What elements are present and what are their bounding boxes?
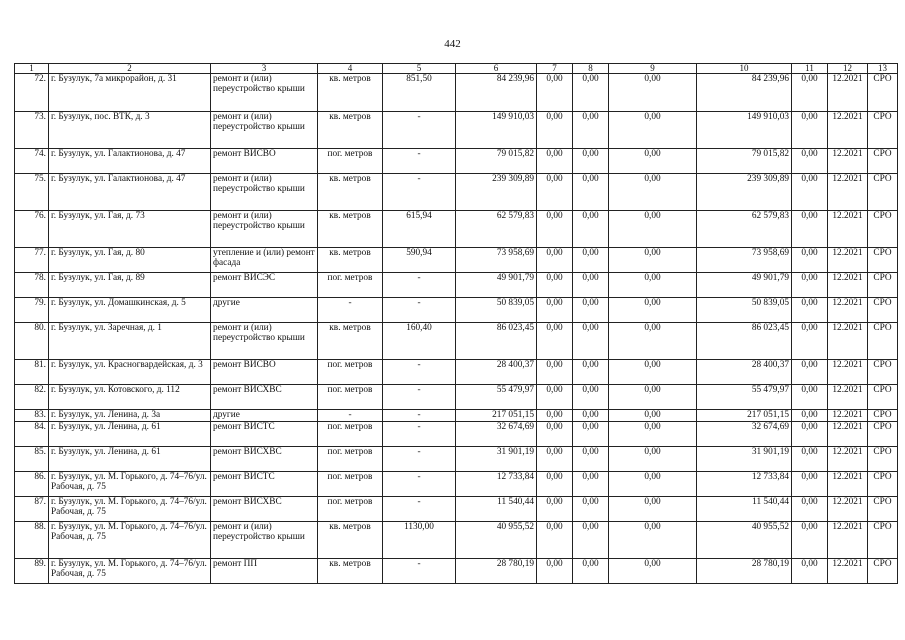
total-cost-cell: 79 015,82 <box>456 149 537 174</box>
regional-budget-cell: 0,00 <box>573 360 609 385</box>
table-row <box>15 211 898 248</box>
unit-cell: - <box>318 410 383 422</box>
owners-funds-cell: 28 400,37 <box>697 360 792 385</box>
total-cost-cell: 86 023,45 <box>456 323 537 360</box>
quantity-cell: - <box>383 559 456 584</box>
method-cell: СРО <box>868 74 898 112</box>
owners-funds-cell: 55 479,97 <box>697 385 792 410</box>
local-budget-cell: 0,00 <box>609 149 697 174</box>
column-header-4: 4 <box>318 64 383 74</box>
table-row <box>15 74 898 112</box>
local-budget-cell: 0,00 <box>609 74 697 112</box>
method-cell: СРО <box>868 472 898 497</box>
fund-cell: 0,00 <box>537 360 573 385</box>
completion-date-cell: 12.2021 <box>828 559 868 584</box>
address-cell: г. Бузулук, ул. М. Горького, д. 74–76/ул. Рабочая, д. 75 <box>49 472 211 497</box>
local-budget-cell: 0,00 <box>609 112 697 149</box>
column-header-9: 9 <box>609 64 697 74</box>
address-cell: г. Бузулук, ул. Гая, д. 73 <box>49 211 211 248</box>
method-cell: СРО <box>868 410 898 422</box>
owners-funds-cell: 84 239,96 <box>697 74 792 112</box>
address-cell: г. Бузулук, ул. М. Горького, д. 74–76/ул. Рабочая, д. 75 <box>49 497 211 522</box>
regional-budget-cell: 0,00 <box>573 522 609 559</box>
method-cell: СРО <box>868 112 898 149</box>
unit-cell: кв. метров <box>318 522 383 559</box>
local-budget-cell: 0,00 <box>609 497 697 522</box>
row-number: 84. <box>15 422 49 447</box>
address-cell: г. Бузулук, ул. Гая, д. 80 <box>49 248 211 273</box>
column-header-6: 6 <box>456 64 537 74</box>
table-row <box>15 447 898 472</box>
work-type-cell: ремонт ВИСХВС <box>211 385 318 410</box>
row-number: 72. <box>15 74 49 112</box>
work-type-cell: другие <box>211 410 318 422</box>
fund-cell: 0,00 <box>537 323 573 360</box>
owners-funds-cell: 32 674,69 <box>697 422 792 447</box>
work-type-cell: ремонт и (или) переустройство крыши <box>211 112 318 149</box>
regional-budget-cell: 0,00 <box>573 385 609 410</box>
column-header-3: 3 <box>211 64 318 74</box>
completion-date-cell: 12.2021 <box>828 472 868 497</box>
completion-date-cell: 12.2021 <box>828 385 868 410</box>
work-type-cell: ремонт ВИСЭС <box>211 273 318 298</box>
work-type-cell: ремонт и (или) переустройство крыши <box>211 522 318 559</box>
fund-cell: 0,00 <box>537 472 573 497</box>
completion-date-cell: 12.2021 <box>828 174 868 211</box>
method-cell: СРО <box>868 422 898 447</box>
owners-funds-cell: 217 051,15 <box>697 410 792 422</box>
fund-cell: 0,00 <box>537 559 573 584</box>
fund-cell: 0,00 <box>537 385 573 410</box>
quantity-cell: - <box>383 472 456 497</box>
work-type-cell: ремонт ВИСТС <box>211 472 318 497</box>
method-cell: СРО <box>868 360 898 385</box>
table-row <box>15 522 898 559</box>
local-budget-cell: 0,00 <box>609 248 697 273</box>
method-cell: СРО <box>868 497 898 522</box>
total-cost-cell: 239 309,89 <box>456 174 537 211</box>
method-cell: СРО <box>868 522 898 559</box>
completion-date-cell: 12.2021 <box>828 74 868 112</box>
row-number: 85. <box>15 447 49 472</box>
fund-cell: 0,00 <box>537 298 573 323</box>
total-cost-cell: 149 910,03 <box>456 112 537 149</box>
regional-budget-cell: 0,00 <box>573 472 609 497</box>
regional-budget-cell: 0,00 <box>573 248 609 273</box>
specific-cost-cell: 0,00 <box>792 74 828 112</box>
completion-date-cell: 12.2021 <box>828 410 868 422</box>
local-budget-cell: 0,00 <box>609 360 697 385</box>
quantity-cell: 615,94 <box>383 211 456 248</box>
regional-budget-cell: 0,00 <box>573 174 609 211</box>
method-cell: СРО <box>868 174 898 211</box>
specific-cost-cell: 0,00 <box>792 497 828 522</box>
method-cell: СРО <box>868 559 898 584</box>
local-budget-cell: 0,00 <box>609 323 697 360</box>
specific-cost-cell: 0,00 <box>792 559 828 584</box>
regional-budget-cell: 0,00 <box>573 149 609 174</box>
completion-date-cell: 12.2021 <box>828 360 868 385</box>
completion-date-cell: 12.2021 <box>828 211 868 248</box>
column-header-13: 13 <box>868 64 898 74</box>
method-cell: СРО <box>868 273 898 298</box>
completion-date-cell: 12.2021 <box>828 422 868 447</box>
regional-budget-cell: 0,00 <box>573 273 609 298</box>
total-cost-cell: 31 901,19 <box>456 447 537 472</box>
quantity-cell: 590,94 <box>383 248 456 273</box>
specific-cost-cell: 0,00 <box>792 422 828 447</box>
regional-budget-cell: 0,00 <box>573 211 609 248</box>
local-budget-cell: 0,00 <box>609 211 697 248</box>
quantity-cell: - <box>383 298 456 323</box>
fund-cell: 0,00 <box>537 497 573 522</box>
owners-funds-cell: 79 015,82 <box>697 149 792 174</box>
completion-date-cell: 12.2021 <box>828 497 868 522</box>
total-cost-cell: 49 901,79 <box>456 273 537 298</box>
owners-funds-cell: 49 901,79 <box>697 273 792 298</box>
method-cell: СРО <box>868 298 898 323</box>
owners-funds-cell: 50 839,05 <box>697 298 792 323</box>
row-number: 83. <box>15 410 49 422</box>
address-cell: г. Бузулук, ул. Гая, д. 89 <box>49 273 211 298</box>
owners-funds-cell: 149 910,03 <box>697 112 792 149</box>
table-row <box>15 410 898 422</box>
column-header-2: 2 <box>49 64 211 74</box>
completion-date-cell: 12.2021 <box>828 273 868 298</box>
specific-cost-cell: 0,00 <box>792 112 828 149</box>
work-type-cell: ремонт и (или) переустройство крыши <box>211 211 318 248</box>
regional-budget-cell: 0,00 <box>573 422 609 447</box>
unit-cell: пог. метров <box>318 149 383 174</box>
table-row <box>15 385 898 410</box>
total-cost-cell: 217 051,15 <box>456 410 537 422</box>
quantity-cell: - <box>383 497 456 522</box>
owners-funds-cell: 12 733,84 <box>697 472 792 497</box>
unit-cell: пог. метров <box>318 360 383 385</box>
fund-cell: 0,00 <box>537 74 573 112</box>
quantity-cell: - <box>383 273 456 298</box>
specific-cost-cell: 0,00 <box>792 323 828 360</box>
table-row <box>15 149 898 174</box>
completion-date-cell: 12.2021 <box>828 522 868 559</box>
unit-cell: кв. метров <box>318 248 383 273</box>
total-cost-cell: 28 780,19 <box>456 559 537 584</box>
method-cell: СРО <box>868 385 898 410</box>
specific-cost-cell: 0,00 <box>792 522 828 559</box>
fund-cell: 0,00 <box>537 248 573 273</box>
table-row <box>15 422 898 447</box>
regional-budget-cell: 0,00 <box>573 323 609 360</box>
column-header-8: 8 <box>573 64 609 74</box>
quantity-cell: - <box>383 360 456 385</box>
method-cell: СРО <box>868 248 898 273</box>
table-header <box>15 64 898 74</box>
table-row <box>15 174 898 211</box>
unit-cell: пог. метров <box>318 273 383 298</box>
specific-cost-cell: 0,00 <box>792 298 828 323</box>
address-cell: г. Бузулук, ул. Котовского, д. 112 <box>49 385 211 410</box>
table-row <box>15 323 898 360</box>
quantity-cell: - <box>383 447 456 472</box>
total-cost-cell: 84 239,96 <box>456 74 537 112</box>
regional-budget-cell: 0,00 <box>573 112 609 149</box>
owners-funds-cell: 40 955,52 <box>697 522 792 559</box>
address-cell: г. Бузулук, ул. Ленина, д. 61 <box>49 447 211 472</box>
completion-date-cell: 12.2021 <box>828 298 868 323</box>
total-cost-cell: 62 579,83 <box>456 211 537 248</box>
owners-funds-cell: 31 901,19 <box>697 447 792 472</box>
specific-cost-cell: 0,00 <box>792 273 828 298</box>
total-cost-cell: 40 955,52 <box>456 522 537 559</box>
column-header-5: 5 <box>383 64 456 74</box>
quantity-cell: - <box>383 385 456 410</box>
unit-cell: кв. метров <box>318 323 383 360</box>
fund-cell: 0,00 <box>537 211 573 248</box>
local-budget-cell: 0,00 <box>609 522 697 559</box>
total-cost-cell: 11 540,44 <box>456 497 537 522</box>
work-type-cell: ремонт ВИСХВС <box>211 497 318 522</box>
row-number: 78. <box>15 273 49 298</box>
owners-funds-cell: 28 780,19 <box>697 559 792 584</box>
owners-funds-cell: 62 579,83 <box>697 211 792 248</box>
row-number: 79. <box>15 298 49 323</box>
specific-cost-cell: 0,00 <box>792 410 828 422</box>
regional-budget-cell: 0,00 <box>573 559 609 584</box>
column-header-11: 11 <box>792 64 828 74</box>
method-cell: СРО <box>868 149 898 174</box>
owners-funds-cell: 86 023,45 <box>697 323 792 360</box>
local-budget-cell: 0,00 <box>609 447 697 472</box>
specific-cost-cell: 0,00 <box>792 472 828 497</box>
quantity-cell: - <box>383 410 456 422</box>
address-cell: г. Бузулук, ул. Галактионова, д. 47 <box>49 149 211 174</box>
row-number: 77. <box>15 248 49 273</box>
table-body <box>15 74 898 584</box>
address-cell: г. Бузулук, ул. Красногвардейская, д. 3 <box>49 360 211 385</box>
page-number: 442 <box>444 38 461 50</box>
total-cost-cell: 55 479,97 <box>456 385 537 410</box>
completion-date-cell: 12.2021 <box>828 149 868 174</box>
row-number: 74. <box>15 149 49 174</box>
local-budget-cell: 0,00 <box>609 174 697 211</box>
fund-cell: 0,00 <box>537 522 573 559</box>
row-number: 81. <box>15 360 49 385</box>
total-cost-cell: 28 400,37 <box>456 360 537 385</box>
unit-cell: кв. метров <box>318 174 383 211</box>
quantity-cell: 851,50 <box>383 74 456 112</box>
work-type-cell: ремонт ВИСХВС <box>211 447 318 472</box>
local-budget-cell: 0,00 <box>609 472 697 497</box>
table-row <box>15 472 898 497</box>
specific-cost-cell: 0,00 <box>792 385 828 410</box>
method-cell: СРО <box>868 211 898 248</box>
regional-budget-cell: 0,00 <box>573 298 609 323</box>
row-number: 73. <box>15 112 49 149</box>
column-header-1: 1 <box>15 64 49 74</box>
completion-date-cell: 12.2021 <box>828 112 868 149</box>
table-row <box>15 497 898 522</box>
completion-date-cell: 12.2021 <box>828 447 868 472</box>
specific-cost-cell: 0,00 <box>792 174 828 211</box>
address-cell: г. Бузулук, ул. М. Горького, д. 74–76/ул. Рабочая, д. 75 <box>49 522 211 559</box>
work-type-cell: ремонт и (или) переустройство крыши <box>211 74 318 112</box>
owners-funds-cell: 73 958,69 <box>697 248 792 273</box>
total-cost-cell: 73 958,69 <box>456 248 537 273</box>
local-budget-cell: 0,00 <box>609 559 697 584</box>
fund-cell: 0,00 <box>537 410 573 422</box>
quantity-cell: 1130,00 <box>383 522 456 559</box>
unit-cell: пог. метров <box>318 422 383 447</box>
method-cell: СРО <box>868 323 898 360</box>
local-budget-cell: 0,00 <box>609 422 697 447</box>
row-number: 75. <box>15 174 49 211</box>
quantity-cell: - <box>383 149 456 174</box>
fund-cell: 0,00 <box>537 112 573 149</box>
specific-cost-cell: 0,00 <box>792 447 828 472</box>
quantity-cell: 160,40 <box>383 323 456 360</box>
address-cell: г. Бузулук, ул. Домашкинская, д. 5 <box>49 298 211 323</box>
local-budget-cell: 0,00 <box>609 385 697 410</box>
regional-budget-cell: 0,00 <box>573 497 609 522</box>
address-cell: г. Бузулук, ул. Заречная, д. 1 <box>49 323 211 360</box>
regional-budget-cell: 0,00 <box>573 74 609 112</box>
unit-cell: кв. метров <box>318 74 383 112</box>
work-type-cell: ремонт и (или) переустройство крыши <box>211 174 318 211</box>
row-number: 88. <box>15 522 49 559</box>
completion-date-cell: 12.2021 <box>828 248 868 273</box>
total-cost-cell: 12 733,84 <box>456 472 537 497</box>
local-budget-cell: 0,00 <box>609 273 697 298</box>
row-number: 80. <box>15 323 49 360</box>
row-number: 89. <box>15 559 49 584</box>
table-row <box>15 112 898 149</box>
owners-funds-cell: 239 309,89 <box>697 174 792 211</box>
unit-cell: - <box>318 298 383 323</box>
fund-cell: 0,00 <box>537 447 573 472</box>
work-type-cell: ремонт ПП <box>211 559 318 584</box>
quantity-cell: - <box>383 112 456 149</box>
table-row <box>15 360 898 385</box>
specific-cost-cell: 0,00 <box>792 149 828 174</box>
table-row <box>15 559 898 584</box>
fund-cell: 0,00 <box>537 174 573 211</box>
address-cell: г. Бузулук, пос. ВТК, д. 3 <box>49 112 211 149</box>
row-number: 86. <box>15 472 49 497</box>
column-header-10: 10 <box>697 64 792 74</box>
work-type-cell: ремонт ВИСВО <box>211 360 318 385</box>
work-type-cell: утепление и (или) ремонт фасада <box>211 248 318 273</box>
total-cost-cell: 32 674,69 <box>456 422 537 447</box>
unit-cell: пог. метров <box>318 497 383 522</box>
fund-cell: 0,00 <box>537 273 573 298</box>
work-type-cell: ремонт ВИСВО <box>211 149 318 174</box>
address-cell: г. Бузулук, ул. Ленина, д. 3а <box>49 410 211 422</box>
unit-cell: пог. метров <box>318 472 383 497</box>
address-cell: г. Бузулук, ул. Ленина, д. 61 <box>49 422 211 447</box>
total-cost-cell: 50 839,05 <box>456 298 537 323</box>
column-header-12: 12 <box>828 64 868 74</box>
column-header-7: 7 <box>537 64 573 74</box>
unit-cell: кв. метров <box>318 211 383 248</box>
specific-cost-cell: 0,00 <box>792 248 828 273</box>
unit-cell: кв. метров <box>318 559 383 584</box>
regional-budget-cell: 0,00 <box>573 410 609 422</box>
quantity-cell: - <box>383 174 456 211</box>
regional-budget-cell: 0,00 <box>573 447 609 472</box>
local-budget-cell: 0,00 <box>609 298 697 323</box>
quantity-cell: - <box>383 422 456 447</box>
unit-cell: пог. метров <box>318 385 383 410</box>
owners-funds-cell: 11 540,44 <box>697 497 792 522</box>
row-number: 82. <box>15 385 49 410</box>
completion-date-cell: 12.2021 <box>828 323 868 360</box>
work-type-cell: ремонт и (или) переустройство крыши <box>211 323 318 360</box>
header-row <box>15 64 898 74</box>
local-budget-cell: 0,00 <box>609 410 697 422</box>
unit-cell: пог. метров <box>318 447 383 472</box>
work-type-cell: другие <box>211 298 318 323</box>
row-number: 76. <box>15 211 49 248</box>
unit-cell: кв. метров <box>318 112 383 149</box>
table-row <box>15 248 898 273</box>
work-type-cell: ремонт ВИСТС <box>211 422 318 447</box>
address-cell: г. Бузулук, ул. М. Горького, д. 74–76/ул. Рабочая, д. 75 <box>49 559 211 584</box>
register-table <box>14 63 898 584</box>
address-cell: г. Бузулук, ул. Галактионова, д. 47 <box>49 174 211 211</box>
fund-cell: 0,00 <box>537 422 573 447</box>
specific-cost-cell: 0,00 <box>792 211 828 248</box>
fund-cell: 0,00 <box>537 149 573 174</box>
address-cell: г. Бузулук, 7а микрорайон, д. 31 <box>49 74 211 112</box>
table-row <box>15 298 898 323</box>
method-cell: СРО <box>868 447 898 472</box>
table-row <box>15 273 898 298</box>
row-number: 87. <box>15 497 49 522</box>
specific-cost-cell: 0,00 <box>792 360 828 385</box>
